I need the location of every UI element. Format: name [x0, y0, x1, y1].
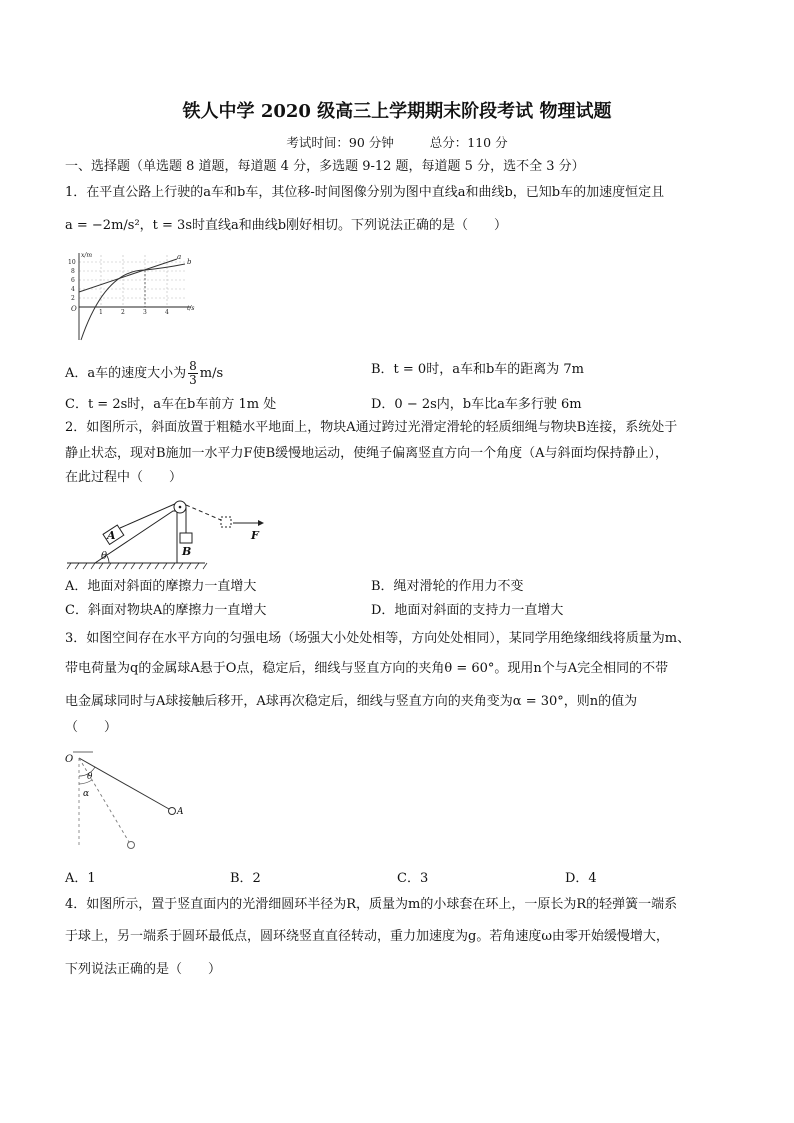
q3-label-alpha: α	[83, 789, 90, 799]
section-heading: 一、选择题（单选题 8 道题，每道题 4 分，多选题 9-12 题，每道题 5 分，选不全 3 分）	[65, 159, 585, 174]
q1-stem-line2: a = −2m/s²，t = 3s时直线a和曲线b刚好相切。下列说法正确的是（ ）	[65, 218, 508, 233]
q1-option-a-fraction	[188, 360, 198, 387]
q3-stem-line1: 3．如图空间存在水平方向的匀强电场（场强大小处处相等，方向处处相同），某同学用绝缘细线将质量为m、	[65, 631, 691, 646]
q2-stem-line2: 静止状态，现对B施加一水平力F使B缓慢地运动，使绳子偏离竖直方向一个角度（A与斜面均保持静止），	[65, 446, 669, 461]
q1-option-a-text: A．a车的速度大小为	[65, 366, 187, 381]
q2-option-b[interactable]: B．绳对滑轮的作用力不变	[371, 579, 524, 594]
q1-y-label: x/m	[81, 252, 93, 259]
q1-xtick: 2	[121, 309, 125, 316]
exam-time: 考试时间：90 分钟	[286, 135, 394, 150]
q2-label-a: A	[107, 529, 116, 542]
q1-ytick: 2	[71, 295, 75, 302]
q3-label-theta: θ	[87, 772, 93, 782]
q1-xtick: 1	[99, 309, 103, 316]
q3-stem-line2: 带电荷量为q的金属球A悬于O点，稳定后，细线与竖直方向的夹角θ = 60°。现用n个与A完全相同的不带	[65, 661, 669, 676]
q3-stem-line3: 电金属球同时与A球接触后移开，A球再次稳定后，细线与竖直方向的夹角变为α = 30°，则n的值为	[65, 694, 638, 709]
q3-option-b[interactable]: B．2	[230, 871, 261, 886]
q2-label-b: B	[182, 545, 192, 558]
q1-option-c[interactable]: C．t = 2s时，a车在b车前方 1m 处	[65, 397, 277, 412]
q2-label-theta: θ	[101, 551, 108, 562]
fraction-numerator: 8	[189, 359, 197, 373]
q2-figure	[65, 495, 275, 571]
q1-label-b: b	[187, 258, 192, 266]
exam-info	[0, 133, 794, 151]
q2-stem-line1: 2．如图所示，斜面放置于粗糙水平地面上，物块A通过跨过光滑定滑轮的轻质细绳与物块B连接，系统处于	[65, 420, 678, 435]
q2-option-c[interactable]: C．斜面对物块A的摩擦力一直增大	[65, 603, 267, 618]
q1-ytick: 10	[68, 259, 76, 266]
q4-stem-line1: 4．如图所示，置于竖直面内的光滑细圆环半径为R，质量为m的小球套在环上，一原长为R的轻弹簧一端系	[65, 897, 678, 912]
q1-option-b[interactable]: B．t = 0时，a车和b车的距离为 7m	[371, 362, 585, 377]
exam-title: 铁人中学 2020 级高三上学期期末阶段考试 物理试题	[182, 101, 612, 122]
total-score: 总分：110 分	[429, 135, 508, 150]
q3-option-d[interactable]: D．4	[565, 871, 597, 886]
q1-graph	[65, 250, 205, 342]
q1-curve-b	[81, 264, 185, 340]
q4-stem-line3: 下列说法正确的是（ ）	[65, 962, 222, 977]
q1-option-d[interactable]: D．0 − 2s内，b车比a车多行驶 6m	[371, 397, 582, 412]
q2-option-d[interactable]: D．地面对斜面的支持力一直增大	[371, 603, 564, 618]
q1-ytick: 6	[71, 277, 75, 284]
q1-xtick: 3	[143, 309, 147, 316]
q3-option-a[interactable]: A．1	[65, 871, 96, 886]
q1-x-label: t/s	[187, 305, 195, 312]
q1-origin: O	[71, 305, 77, 313]
q3-option-c[interactable]: C．3	[397, 871, 429, 886]
q3-ball-a	[169, 808, 176, 815]
q1-option-a-unit: m/s	[199, 366, 224, 381]
q1-ytick: 8	[71, 268, 75, 275]
q3-figure	[65, 748, 195, 853]
q1-ytick: 4	[71, 286, 75, 293]
q3-label-a: A	[177, 807, 184, 817]
q1-label-a: a	[177, 253, 182, 261]
q3-label-o: O	[65, 754, 74, 765]
q3-string-theta	[79, 758, 169, 809]
q3-string-alpha	[79, 758, 129, 842]
q2-block-b	[180, 533, 192, 543]
q1-line-a	[79, 259, 177, 292]
q1-stem-line1: 1．在平直公路上行驶的a车和b车，其位移-时间图像分别为图中直线a和曲线b，已知b车的加速度恒定且	[65, 185, 665, 200]
q3-stem-line4: （ ）	[65, 720, 118, 735]
q4-stem-line2: 于球上，另一端系于圆环最低点，圆环绕竖直直径转动，重力加速度为g。若角速度ω由零开始缓慢增大，	[65, 929, 669, 944]
q2-label-f: F	[251, 529, 259, 542]
q1-option-a[interactable]	[65, 360, 223, 387]
q1-xtick: 4	[165, 309, 169, 316]
q2-stem-line3: 在此过程中（ ）	[65, 470, 183, 485]
fraction-denominator: 3	[189, 373, 197, 387]
q2-option-a[interactable]: A．地面对斜面的摩擦力一直增大	[65, 579, 257, 594]
q3-ball-new	[128, 842, 135, 849]
